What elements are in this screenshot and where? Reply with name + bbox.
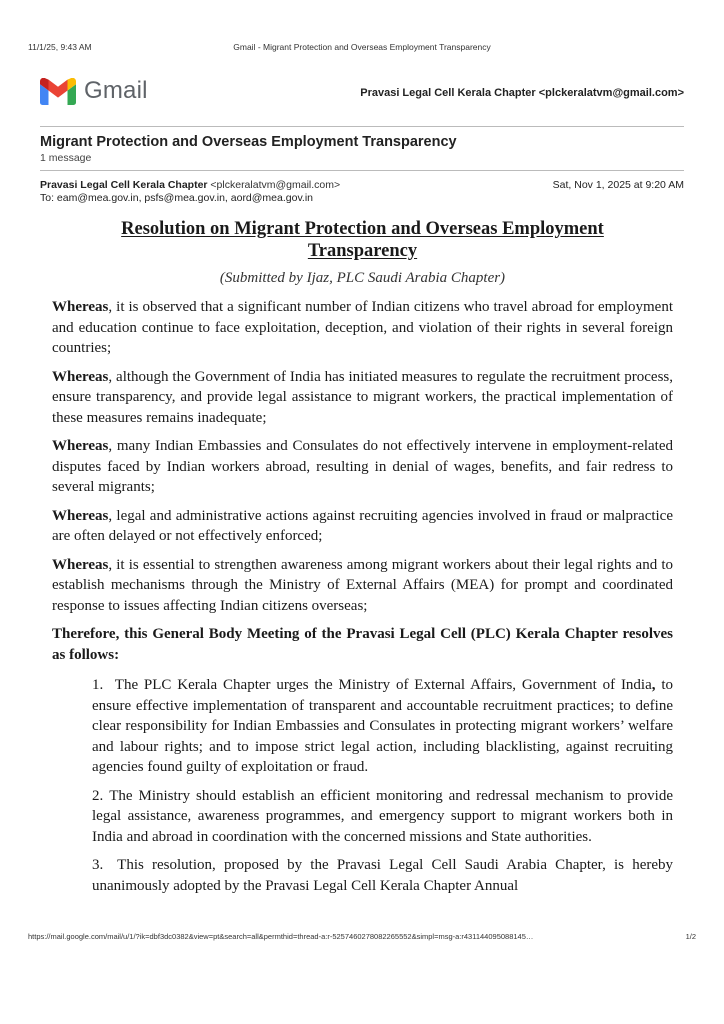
resolution-number: 3. [92,857,104,873]
whereas-clause [52,436,673,498]
whereas-clause [52,506,673,547]
account-owner: Pravasi Legal Cell Kerala Chapter <plckeralatvm@gmail.com> [360,87,684,99]
whereas-clause [52,555,673,617]
whereas-clause [52,297,673,359]
resolution-item [92,855,673,896]
whereas-lead: Whereas [52,438,109,454]
resolution-list [52,675,673,896]
whereas-text: , it is essential to strengthen awareness among migrant workers about their legal rights and to establish mechanisms through the Ministry of External Affairs (MEA) for prompt and coordinated response to issues affecting Indian citizens overseas; [52,556,673,614]
sender-name: Pravasi Legal Cell Kerala Chapter [40,179,208,191]
message-body [52,218,673,904]
print-url: https://mail.google.com/mail/u/1/?ik=dbf3dc0382&view=pt&search=all&permthid=thread-a:r-5257460278082265552&simpl=msg-a:r431144095088145… [28,932,534,941]
print-page-title: Gmail - Migrant Protection and Overseas Employment Transparency [233,42,491,52]
divider [40,170,684,171]
resolution-text: This resolution, proposed by the Pravasi Legal Cell Saudi Arabia Chapter, is hereby unanimously adopted by the Pravasi Legal Cell Kerala Chapter Annual [92,857,674,894]
divider [40,126,684,127]
whereas-text: , although the Government of India has initiated measures to regulate the recruitment process, ensure transparency, and provide legal assistance to migrant workers, the practical implementation of these measures remains inadequate; [52,368,673,426]
resolution-bold-comma: , [651,677,656,693]
whereas-lead: Whereas [52,299,109,315]
whereas-lead: Whereas [52,556,109,573]
gmail-wordmark: Gmail [84,77,148,104]
message-count: 1 message [40,152,92,164]
resolution-item [92,786,673,848]
resolution-title: Resolution on Migrant Protection and Overseas Employment Transparency [121,219,604,261]
resolution-text: The Ministry should establish an efficient monitoring and redressal mechanism to provide legal assistance, awareness programmes, and emergency support to migrant workers both in India and abroad in coordination with the concerned missions and State authorities. [92,787,673,845]
whereas-text: , it is observed that a significant number of Indian citizens who travel abroad for employment and education continue to face exploitation, deception, and violation of their rights in several foreign countries; [52,299,673,356]
gmail-logo [40,76,148,106]
gmail-m-icon [40,78,76,105]
resolution-subtitle: (Submitted by Ijaz, PLC Saudi Arabia Chapter) [219,270,506,286]
whereas-text: , many Indian Embassies and Consulates do not effectively intervene in employment-related disputes faced by Indian workers abroad, resulting in denial of wages, benefits, and fair redress to several migrants; [52,438,673,495]
whereas-text: , legal and administrative actions against recruiting agencies involved in fraud or malpractice are often delayed or not effectively enforced; [52,507,673,544]
resolution-number: 1. [92,677,104,693]
sender-line [40,179,340,191]
whereas-lead: Whereas [52,507,109,524]
recipients: To: eam@mea.gov.in, psfs@mea.gov.in, aord@mea.gov.in [40,192,314,204]
therefore-clause: Therefore, this General Body Meeting of the Pravasi Legal Cell (PLC) Kerala Chapter resolves as follows: [52,626,673,663]
resolution-number: 2. [92,787,104,804]
thread-subject: Migrant Protection and Overseas Employment Transparency [40,134,457,150]
resolution-text-cont: to ensure effective implementation of transparent and accountable recruitment practices; to define clear responsibility for Indian Embassies and Consulates in protecting migrant workers’ welfare and labour rights; and to impose strict legal action, including blacklisting, against recruiting agencies found guilty of exploitation or fraud. [92,677,673,775]
print-datetime: 11/1/25, 9:43 AM [28,42,92,52]
whereas-clause [52,367,673,429]
resolution-text: The PLC Kerala Chapter urges the Ministry of External Affairs, Government of India [114,677,652,693]
sent-date: Sat, Nov 1, 2025 at 9:20 AM [552,179,684,191]
page-number: 1/2 [685,932,696,941]
whereas-lead: Whereas [52,368,109,385]
resolution-item [92,675,673,778]
print-header [0,42,724,54]
sender-email[interactable]: <plckeralatvm@gmail.com> [210,179,341,191]
